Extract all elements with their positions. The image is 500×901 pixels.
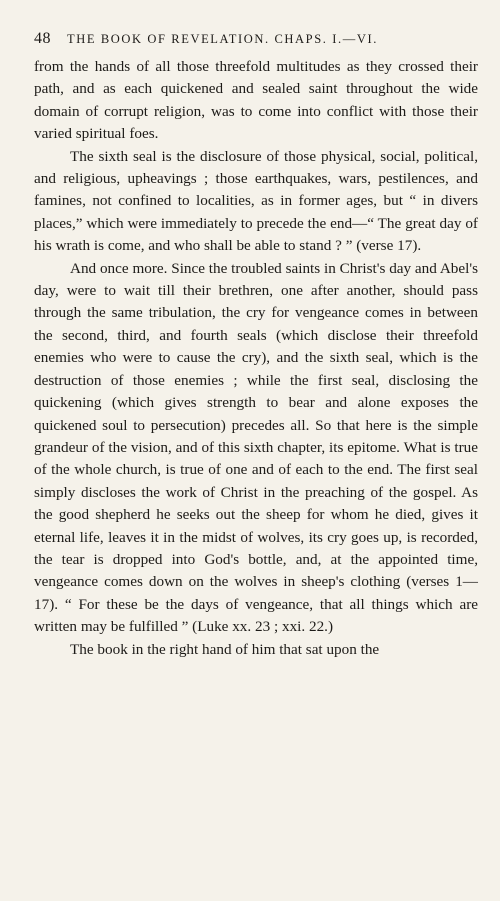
body-text <box>34 56 478 661</box>
running-title: THE BOOK OF REVELATION. CHAPS. I.—VI. <box>67 32 378 46</box>
running-head <box>34 30 478 48</box>
paragraph-sixth-seal: The sixth seal is the disclosure of those physical, social, political, and religious, upheavings ; those earthquakes, wars, pestilences, and famines, not confined to localities, as in former ages, but “ in divers places,” which were immediately to precede the end—“ The great day of his wrath is come, and who shall be able to stand ? ” (verse 17). <box>34 147 478 255</box>
page-number: 48 <box>34 30 51 47</box>
paragraph-book-right-hand: The book in the right hand of him that sat upon the <box>70 640 380 658</box>
paragraph-once-more: And once more. Since the troubled saints in Christ's day and Abel's day, were to wait till their brethren, one after another, should pass through the same tribulation, the cry for vengeance comes in between the second, third, and fourth seals (which disclose their threefold enemies who were to cause the cry), and the sixth seal, which is the destruction of those enemies ; while the first seal, disclosing the quickening (which gives strength to bear and alone exposes the quickened soul to persecution) precedes all. So that here is the simple grandeur of the vision, and of this sixth chapter, its epitome. What is true of the whole church, is true of one and of each to the end. The first seal simply discloses the work of Christ in the preaching of the gospel. As the good shepherd he seeks out the sheep for whom he died, gives it eternal life, leaves it in the midst of wolves, its cry goes up, is recorded, the tear is dropped into God's bottle, and, at the appointed time, vengeance comes down on the wolves in sheep's clothing (verses 1—17). “ For these be the days of vengeance, that all things which are written may be fulfilled ” (Luke xx. 23 ; xxi. 22.) <box>34 259 478 636</box>
paragraph-continuation: from the hands of all those threefold multitudes as they crossed their path, and as each quickened and sealed saint throughout the wide domain of corrupt religion, was to come into conflict with those their varied spiritual foes. <box>34 58 478 143</box>
